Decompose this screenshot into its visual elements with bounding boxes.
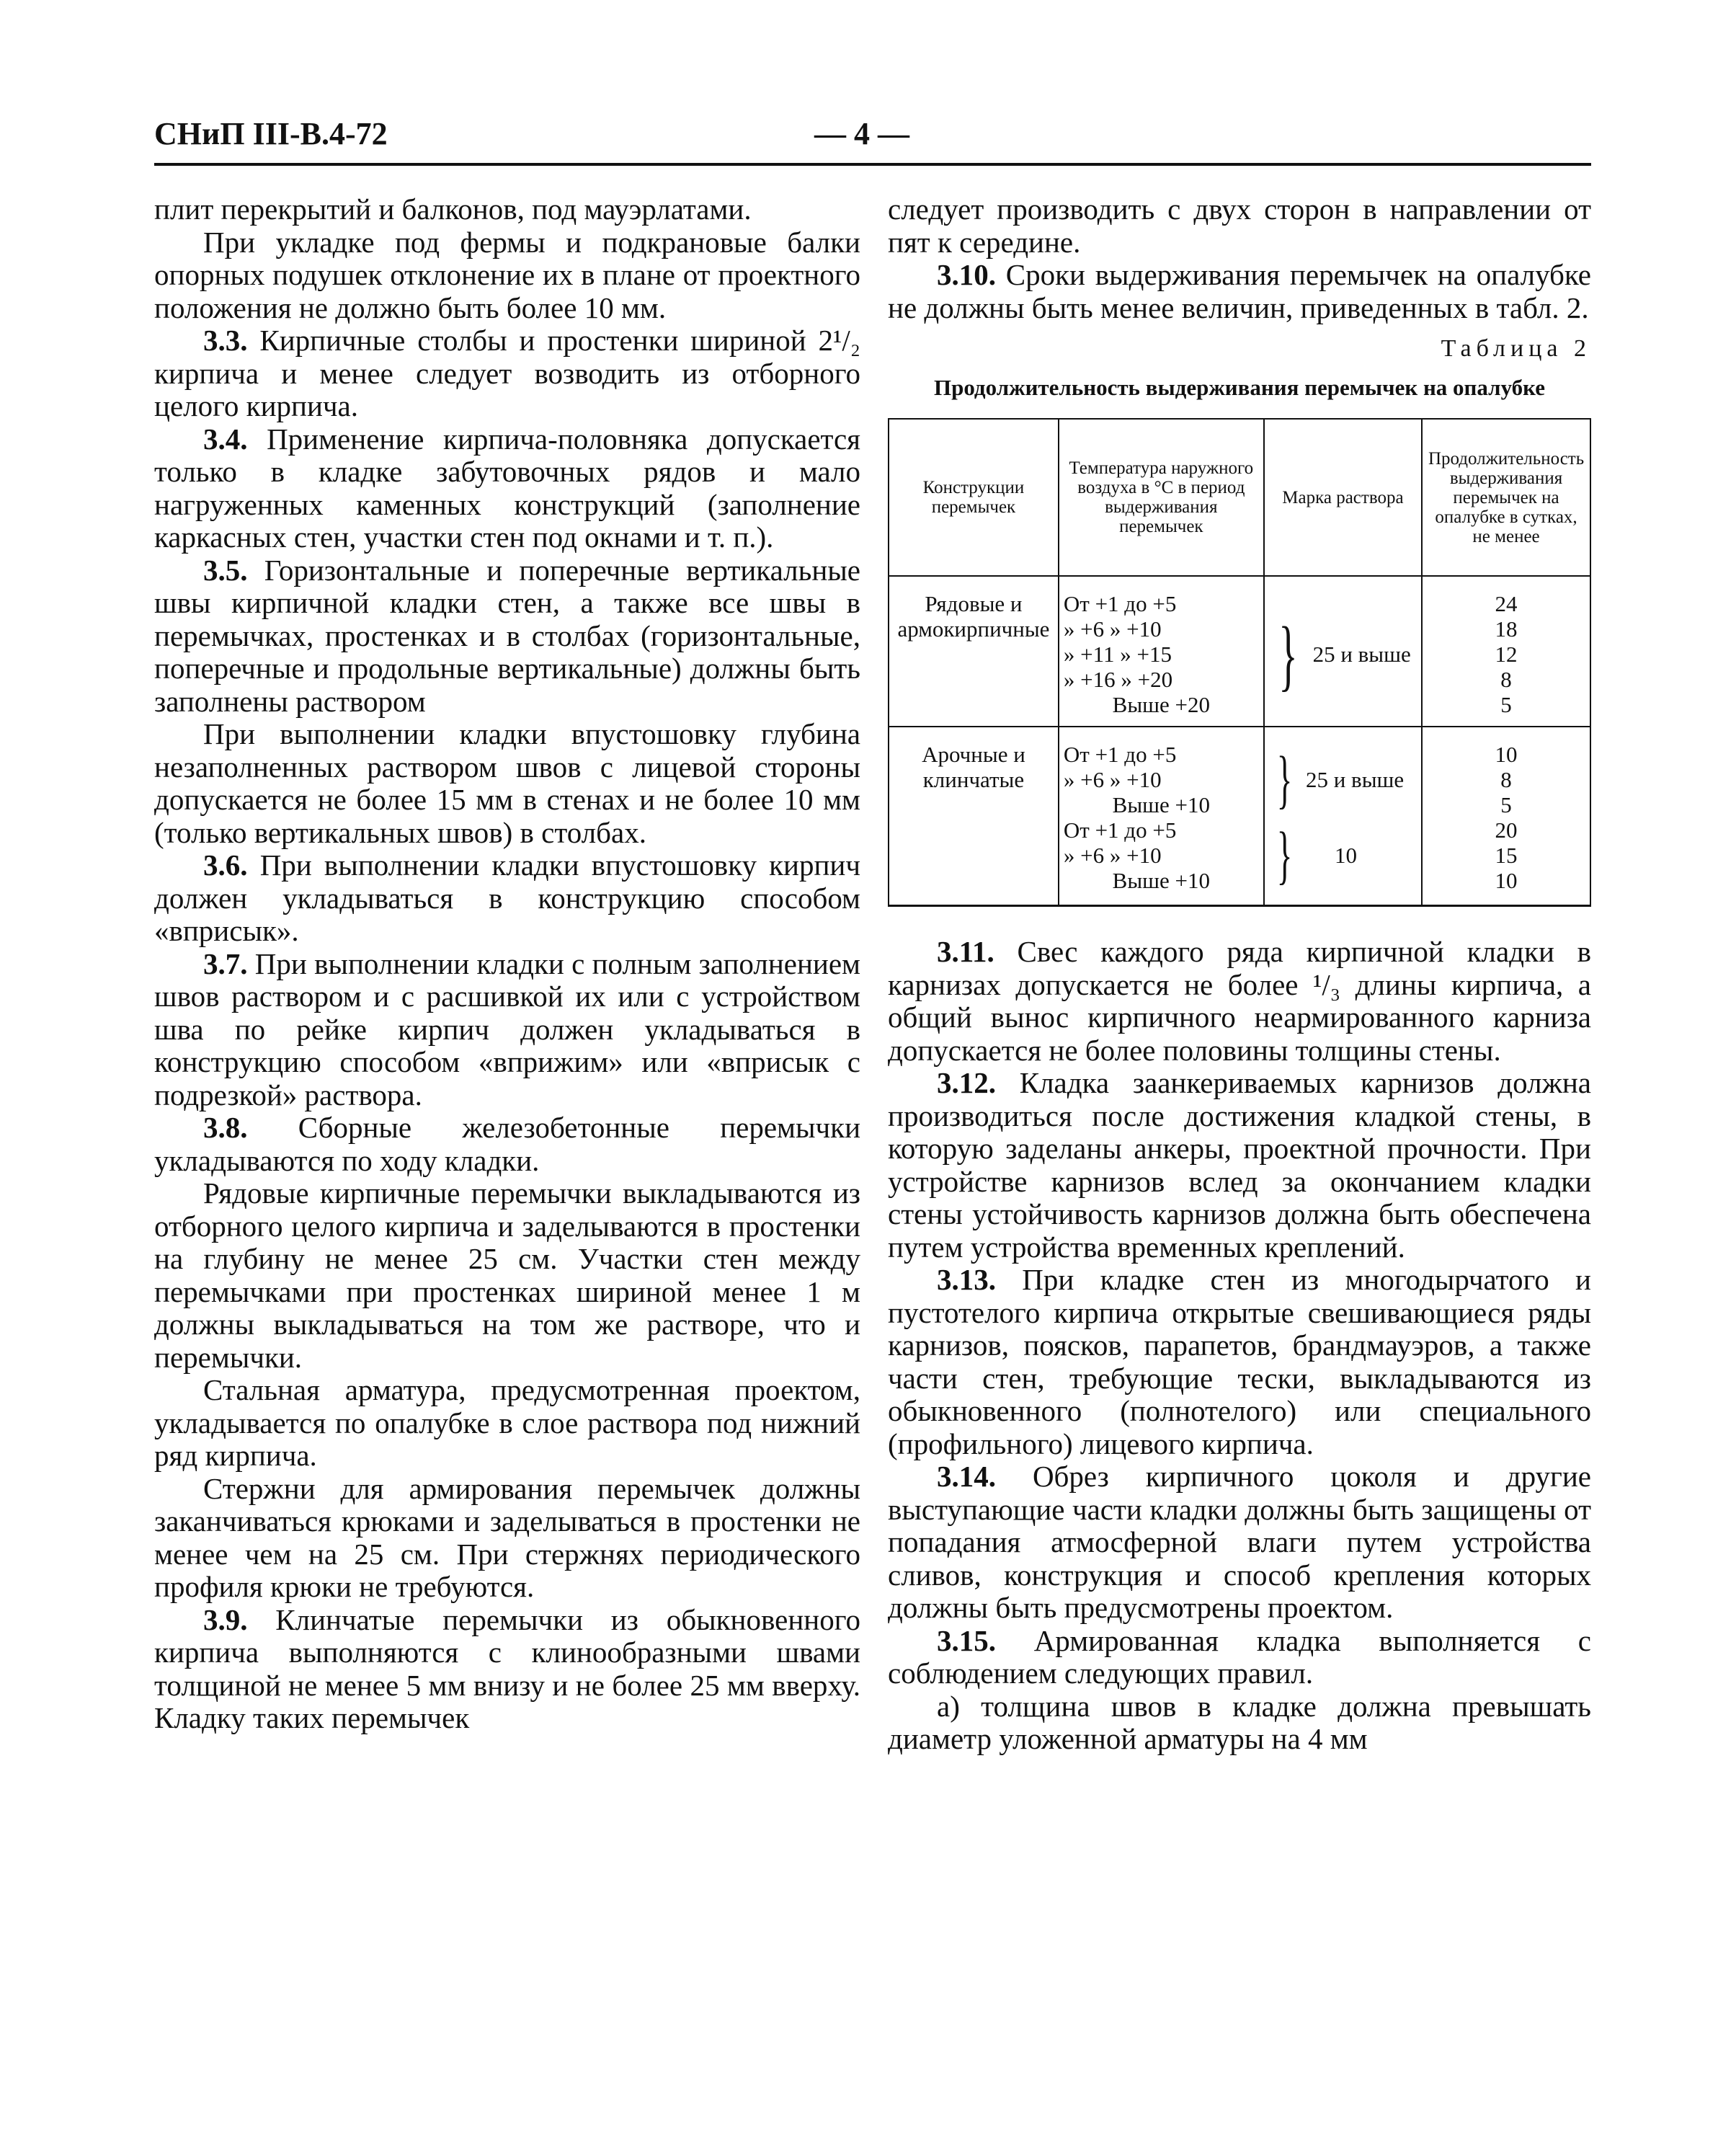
- clause-number: 3.6.: [203, 848, 248, 882]
- table-row: [889, 727, 1590, 906]
- days-value: 24: [1495, 591, 1518, 616]
- clause-number: 3.15.: [937, 1623, 996, 1657]
- temperature-range: » +11 » +15: [1063, 642, 1172, 667]
- clause-number: 3.7.: [203, 946, 248, 980]
- clause-text: При выполнении кладки с полным заполнением швов раствором и с расшивкой их или с устройством шва по рейке кирпич должен укладываться в конструкцию способом «вприжим» или «вприсык с подрезкой» раствора.: [154, 946, 861, 1112]
- paragraph: плит перекрытий и балконов, под мауэрлатами.: [154, 192, 752, 226]
- brace-group: [1269, 817, 1417, 893]
- mortar-grade: 25 и выше: [1312, 642, 1411, 667]
- table-header-row: [889, 419, 1590, 576]
- clause-3-12: [888, 1067, 1591, 1264]
- clause-3-7: [154, 948, 860, 1112]
- clause-3-5: [154, 554, 860, 719]
- left-column: [154, 193, 860, 1735]
- paragraph: Стальная арматура, предусмотренная проектом, укладывается по опалубке в слое раствора под нижний ряд кирпича.: [154, 1373, 860, 1472]
- clause-3-8: [154, 1112, 860, 1177]
- mortar-grade: 10: [1334, 843, 1357, 868]
- table-title: Продолжительность выдерживания перемычек на опалубке: [933, 375, 1546, 400]
- clause-3-4: [154, 423, 860, 554]
- clause-number: 3.10.: [937, 258, 996, 291]
- paragraph: При выполнении кладки впустошовку глубина незаполненных раствором швов с лицевой стороны допускается не более 15 мм в стенах и не более 10 мм (только вертикальных швов) в столбах.: [154, 717, 860, 849]
- clause-text: Армированная кладка выполняется с соблюдением следующих правил.: [888, 1623, 1592, 1690]
- spacer: [888, 907, 1591, 936]
- clause-3-13: [888, 1264, 1591, 1460]
- paragraph: а) толщина швов в кладке должна превышать диаметр уложенной арматуры на 4 мм: [888, 1689, 1591, 1755]
- curing-table: [888, 418, 1591, 907]
- clause-number: 3.8.: [203, 1111, 248, 1144]
- column-header: Конструкции перемычек: [889, 419, 1059, 576]
- temperature-range: От +1 до +5: [1063, 817, 1177, 843]
- clause-text: Кладка заанкериваемых карнизов должна производиться после достижения кладкой стены, в которую заделаны анкеры, проектной прочности. При устройстве карнизов вслед за окончанием кладки стены устойчивость карнизов должна быть обеспечена путем устройства временных креплений.: [888, 1066, 1592, 1264]
- clause-text: Клинчатые перемычки из обыкновенного кирпича выполняются с клинообразными швами толщиной не менее 5 мм внизу и не более 25 мм вверху. Кладку таких перемычек: [154, 1602, 860, 1734]
- days-value: 5: [1500, 692, 1512, 717]
- clause-3-10: [888, 259, 1591, 324]
- table-row: [889, 576, 1590, 727]
- days-value: 18: [1495, 616, 1518, 642]
- table-cell-construction: Арочные и клинчатые: [889, 727, 1059, 906]
- header-rule: [154, 163, 1591, 166]
- column-header: Температура наружного воздуха в °С в период выдерживания перемычек: [1059, 419, 1264, 576]
- paragraph: При укладке под фермы и подкрановые балки опорных подушек отклонение их в плане от проектного положения не должно быть более 10 мм.: [154, 225, 860, 324]
- clause-text: Кирпичные столбы и простенки шириной 2¹/₂ кирпича и менее следует возводить из отборного целого кирпича.: [154, 324, 861, 422]
- paragraph: Стержни для армирования перемычек должны заканчиваться крюками и заделываться в простенки не менее чем на 25 см. При стержнях периодического профиля крюки не требуются.: [154, 1471, 860, 1603]
- clause-number: 3.4.: [203, 422, 248, 456]
- days-value: 12: [1495, 642, 1518, 667]
- temperature-range: » +6 » +10: [1063, 616, 1162, 642]
- clause-text: Обрез кирпичного цоколя и другие выступающие части кладки должны быть защищены от попадания атмосферной влаги путем устройства сливов, конструкция и способ крепления которых должны быть предусмотрены проектом.: [888, 1460, 1591, 1624]
- days-value: 20: [1495, 817, 1518, 843]
- days-value: 10: [1495, 742, 1518, 767]
- clause-text: При выполнении кладки впустошовку кирпич должен укладываться в конструкцию способом «вприсык».: [154, 848, 860, 947]
- clause-text: Применение кирпича-половняка допускается только в кладке забутовочных рядов и мало нагруженных каменных конструкций (заполнение каркасных стен, участки стен под окнами и т. п.).: [154, 422, 860, 554]
- clause-text: Горизонтальные и поперечные вертикальные швы кирпичной кладки стен, а также все швы в перемычках, простенках и в столбах (горизонтальные, поперечные и продольные вертикальные) должны быть заполнены раствором: [154, 553, 861, 718]
- temperature-range: Выше +10: [1112, 792, 1211, 817]
- table-cell-days: [1422, 727, 1590, 906]
- page-number: — 4 —: [814, 116, 909, 151]
- paragraph: Рядовые кирпичные перемычки выкладываются из отборного целого кирпича и заделываются в простенки на глубину не менее 25 см. Участки стен между перемычками при простенках шириной менее 1 м должны выкладываться на том же растворе, что и перемычки.: [154, 1176, 860, 1374]
- clause-3-11: [888, 936, 1591, 1067]
- column-header: Марка раствора: [1264, 419, 1422, 576]
- clause-3-15: [888, 1625, 1591, 1690]
- temperature-range: Выше +20: [1112, 692, 1211, 717]
- days-value: 10: [1495, 868, 1518, 893]
- brace-glyph: }: [1276, 743, 1293, 815]
- clause-number: 3.13.: [937, 1263, 996, 1296]
- clause-number: 3.5.: [203, 553, 248, 587]
- table-cell-days: [1422, 576, 1590, 727]
- brace-glyph: }: [1276, 819, 1293, 891]
- clause-3-3: [154, 324, 860, 423]
- table-cell-construction: Рядовые и армокирпичные: [889, 576, 1059, 727]
- clause-text: Сборные железобетонные перемычки укладываются по ходу кладки.: [154, 1111, 861, 1177]
- days-value: 15: [1495, 843, 1518, 868]
- table-label: Таблица 2: [1441, 335, 1591, 362]
- column-header: Продолжительность выдерживания перемычек на опалубке в сутках, не менее: [1422, 419, 1590, 576]
- temperature-range: От +1 до +5: [1063, 591, 1177, 616]
- table-cell-mortar-grade: [1264, 576, 1422, 727]
- clause-3-6: [154, 849, 860, 948]
- clause-text: Свес каждого ряда кирпичной кладки в карнизах допускается не более ¹/₃ длины кирпича, а общий вынос кирпичного неармированного карниза допускается не более половины толщины стены.: [888, 935, 1591, 1067]
- days-value: 8: [1500, 667, 1512, 692]
- temperature-range: » +16 » +20: [1063, 667, 1173, 692]
- clause-number: 3.11.: [937, 935, 994, 968]
- days-value: 5: [1500, 792, 1512, 817]
- temperature-range: Выше +10: [1112, 868, 1211, 893]
- brace-group: [1269, 591, 1417, 717]
- clause-text: Сроки выдерживания перемычек на опалубке не должны быть менее величин, приведенных в табл. 2.: [888, 258, 1592, 324]
- temperature-range: » +6 » +10: [1063, 767, 1162, 792]
- table-cell-mortar-grade: [1264, 727, 1422, 906]
- paragraph: следует производить с двух сторон в направлении от пят к середине.: [888, 192, 1591, 259]
- document-code: СНиП III-В.4-72: [154, 116, 388, 151]
- mortar-grade: 25 и выше: [1305, 767, 1405, 792]
- clause-number: 3.14.: [937, 1460, 996, 1493]
- clause-3-14: [888, 1460, 1591, 1625]
- clause-number: 3.9.: [203, 1602, 248, 1636]
- clause-number: 3.3.: [203, 324, 248, 357]
- temperature-range: » +6 » +10: [1063, 843, 1162, 868]
- temperature-range: От +1 до +5: [1063, 742, 1177, 767]
- clause-text: При кладке стен из многодырчатого и пустотелого кирпича открытые свешивающиеся ряды карнизов, поясков, парапетов, брандмауэров, а также части стен, требующие тески, выкладываются из обыкновенного (полнотелого) или специального (профильного) лицевого кирпича.: [888, 1263, 1592, 1460]
- days-value: 8: [1500, 767, 1512, 792]
- right-column: [888, 193, 1591, 1756]
- clause-number: 3.12.: [937, 1066, 996, 1099]
- clause-3-9: [154, 1604, 860, 1735]
- table-cell-temperature: [1059, 576, 1264, 727]
- table-cell-temperature: [1059, 727, 1264, 906]
- brace-glyph: }: [1278, 610, 1298, 698]
- brace-group: [1269, 742, 1417, 817]
